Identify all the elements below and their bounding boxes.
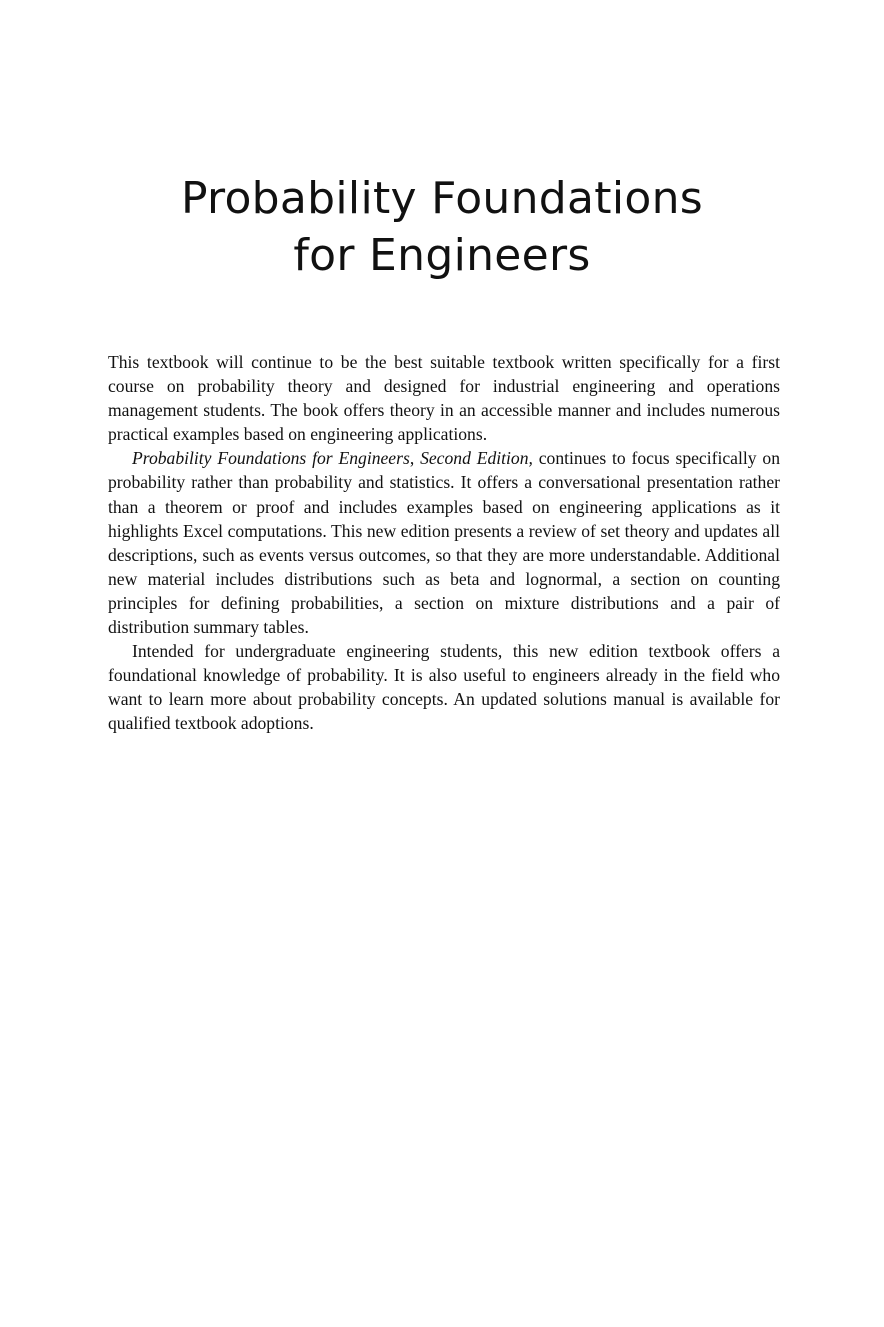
description-paragraph-2-text: continues to focus specifically on probability rather than probability and statistics. It offers a conversational presentation rather than a theorem or proof and includes examples based on engineering applications as it highlights Excel computations. This new edition presents a review of set theory and updates all descriptions, such as events versus outcomes, so that they are more understandable. Additional new material includes distributions such as beta and lognormal, a section on counting principles for defining probabilities, a section on mixture distributions and a pair of distribution summary tables. (108, 448, 780, 638)
book-title (0, 170, 884, 284)
book-description (108, 350, 780, 736)
title-separator: , (409, 448, 421, 469)
edition-reference: Second Edition, (420, 448, 533, 469)
book-title-line-2: for Engineers (293, 230, 591, 281)
book-title-line-1: Probability Foundations (180, 173, 703, 224)
description-paragraph-2 (108, 446, 780, 639)
description-paragraph-1: This textbook will continue to be the best suitable textbook written specifically for a first course on probability theory and designed for industrial engineering and operations management students. The book offers theory in an accessible manner and includes numerous practical examples based on engineering applications. (108, 352, 780, 445)
description-paragraph-3: Intended for undergraduate engineering students, this new edition textbook offers a foundational knowledge of probability. It is also useful to engineers already in the field who want to learn more about probability concepts. An updated solutions manual is available for qualified textbook adoptions. (108, 641, 780, 734)
book-title-reference: Probability Foundations for Engineers (132, 448, 410, 469)
